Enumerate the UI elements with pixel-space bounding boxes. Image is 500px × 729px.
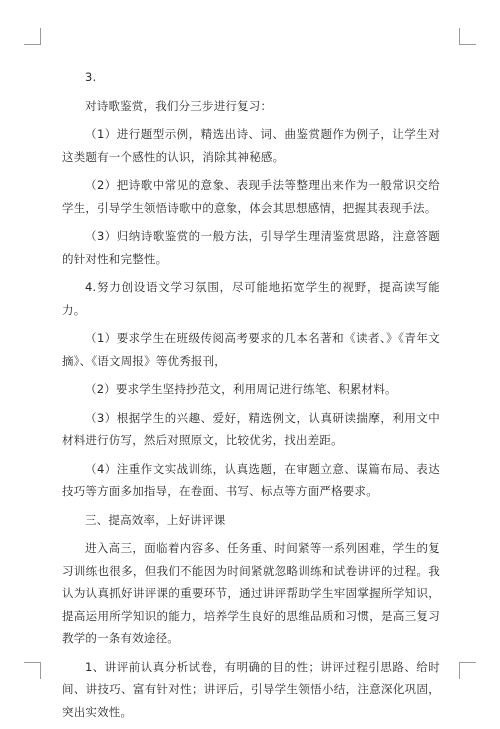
paragraph-review-point-1: 1、讲评前认真分析试卷，有明确的目的性；讲评过程引思路、给时间、讲技巧、富有针对性；讲评后，引导学生领悟小结，注意深化巩固，突出实效性。	[62, 659, 440, 719]
document-body	[62, 66, 440, 729]
crop-mark-top-right	[459, 28, 476, 45]
paragraph-senior-three: 进入高三，面临着内容多、任务重、时间紧等一系列困难，学生的复习训练也很多，但我们不能因为时间紧就忽略训练和试卷讲评的过程。我认为认真抓好讲评课的重要环节，通过讲评帮助学生牢固掌握所学知识，提高运用所学知识的能力，培养学生良好的思维品质和习惯，是高三复习教学的一条有效途径。	[62, 541, 440, 645]
crop-mark-bottom-left	[24, 662, 41, 679]
crop-mark-bottom-right	[459, 662, 476, 679]
crop-mark-top-left	[24, 28, 41, 45]
paragraph-item-3: （3）根据学生的兴趣、爱好，精选例文，认真研读揣摩，利用文中材料进行仿写，然后对照原文，比较优劣，找出差距。	[62, 410, 440, 447]
section-heading-3: 三、提高效率，上好讲评课	[85, 512, 226, 527]
paragraph-item-2: （2）要求学生坚持抄范文，利用周记进行练笔、积累材料。	[85, 382, 397, 396]
paragraph-step-2: （2）把诗歌中常见的意象、表现手法等整理出来作为一般常识交给学生，引导学生领悟诗歌中的意象，体会其思想感情，把握其表现手法。	[62, 178, 440, 215]
paragraph-step-3: （3）归纳诗歌鉴赏的一般方法，引导学生理清鉴赏思路，注意答题的针对性和完整性。	[62, 229, 440, 266]
paragraph-step-1: （1）进行题型示例，精选出诗、词、曲鉴赏题作为例子，让学生对这类题有一个感性的认识，消除其神秘感。	[62, 127, 440, 164]
paragraph-section-number: 3.	[85, 70, 97, 84]
paragraph-item-4: （4）注重作文实战训练，认真选题，在审题立意、谋篇布局、表达技巧等方面多加指导，在卷面、书写、标点等方面严格要求。	[62, 461, 440, 498]
paragraph-point-4: 4.努力创设语文学习氛围，尽可能地拓宽学生的视野，提高读写能力。	[62, 280, 440, 317]
paragraph-item-1: （1）要求学生在班级传阅高考要求的几本名著和《读者、》《青年文摘》、《语文周报》等优秀报刊，	[62, 331, 440, 368]
paragraph-poetry-intro: 对诗歌鉴赏，我们分三步进行复习：	[85, 98, 273, 113]
